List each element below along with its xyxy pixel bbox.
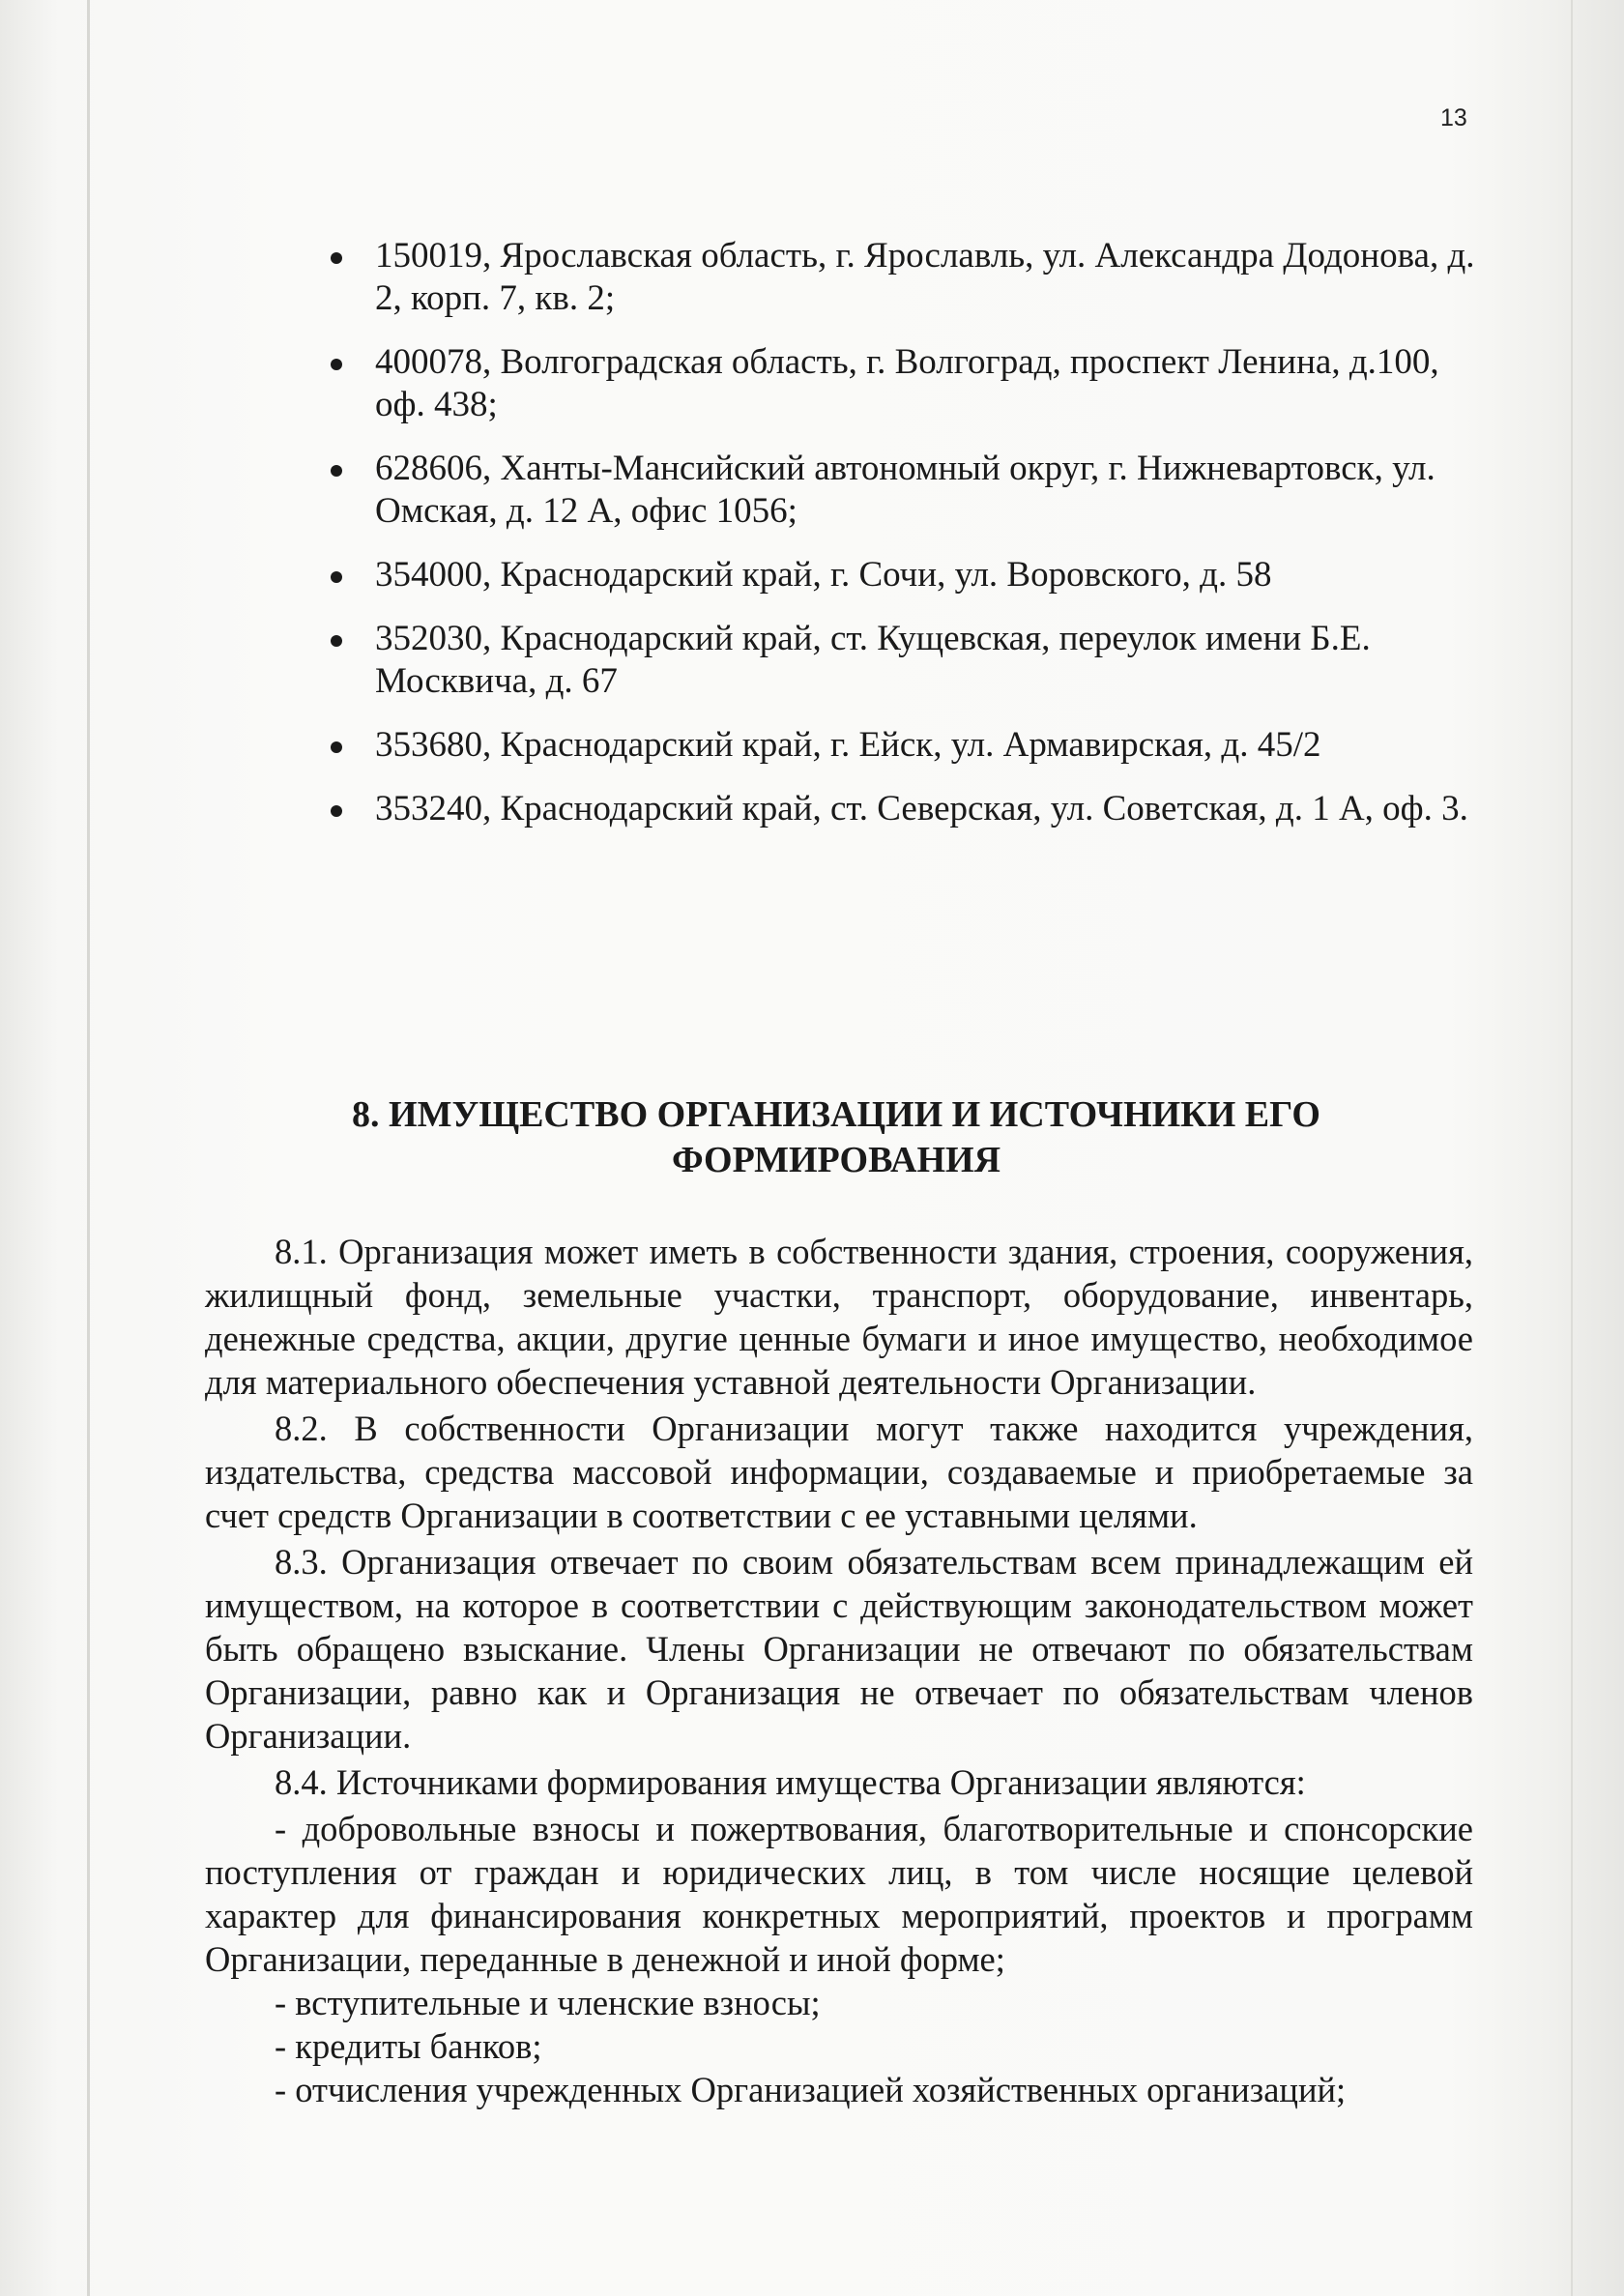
bullet-icon [331,359,342,370]
source-item: - кредиты банков; [275,2026,542,2066]
address-text: 150019, Ярославская область, г. Ярославль, ул. Александра Додонова, д. 2, корп. 7, кв. 2; [375,236,1475,318]
bullet-icon [331,741,342,753]
source-item: - отчисления учрежденных Организацией хозяйственных организаций; [275,2070,1347,2109]
list-item [309,554,1489,596]
bullet-icon [331,635,342,647]
page-left-edge [87,0,90,2296]
paragraph-8-3: 8.3. Организация отвечает по своим обязательствам всем принадлежащим ей имуществом, на которое в соответствии с действующим законодательством может быть обращено взыскание. Члены Организации не отвечают по обязательствам Организации, равно как и Организация не отвечает по обязательствам членов Организации. [205,1542,1473,1756]
address-text: 400078, Волгоградская область, г. Волгоград, проспект Ленина, д.100, оф. 438; [375,342,1439,424]
section-title-line-1: 8. ИМУЩЕСТВО ОРГАНИЗАЦИИ И ИСТОЧНИКИ ЕГО [352,1094,1320,1135]
address-list [309,235,1489,852]
section-body [205,1230,1473,2111]
list-item [309,788,1489,830]
address-text: 353680, Краснодарский край, г. Ейск, ул. Армавирская, д. 45/2 [375,725,1321,765]
list-item [309,724,1489,767]
paragraph-8-1: 8.1. Организация может иметь в собственности здания, строения, сооружения, жилищный фонд, земельные участки, транспорт, оборудование, инвентарь, денежные средства, акции, другие ценные бумаги и иное имущество, необходимое для материального обеспечения уставной деятельности Организации. [205,1232,1473,1402]
list-item [309,341,1489,426]
source-item: - добровольные взносы и пожертвования, благотворительные и спонсорские поступления от граждан и юридических лиц, в том числе носящие целевой характер для финансирования конкретных мероприятий, проектов и программ Организации, переданные в денежной и иной форме; [205,1809,1473,1979]
bullet-icon [331,465,342,477]
paragraph-8-4: 8.4. Источниками формирования имущества Организации являются: [275,1762,1306,1802]
section-title [203,1092,1469,1183]
page-number: 13 [1440,104,1467,131]
address-text: 352030, Краснодарский край, ст. Кущевская, переулок имени Б.Е. Москвича, д. 67 [375,619,1371,701]
bullet-icon [331,571,342,583]
address-text: 353240, Краснодарский край, ст. Северская, ул. Советская, д. 1 А, оф. 3. [375,789,1468,828]
page-right-edge [1571,0,1573,2296]
paragraph-8-2: 8.2. В собственности Организации могут также находится учреждения, издательства, средства массовой информации, создаваемые и приобретаемые за счет средств Организации в соответствии с ее уставными целями. [205,1409,1473,1535]
section-title-line-2: ФОРМИРОВАНИЯ [671,1140,1001,1180]
list-item [309,235,1489,320]
list-item [309,448,1489,533]
list-item [309,618,1489,703]
bullet-icon [331,252,342,264]
bullet-icon [331,805,342,817]
address-text: 354000, Краснодарский край, г. Сочи, ул. Воровского, д. 58 [375,555,1272,595]
address-text: 628606, Ханты-Мансийский автономный округ, г. Нижневартовск, ул. Омская, д. 12 А, офис 1056; [375,449,1436,531]
source-item: - вступительные и членские взносы; [275,1983,821,2022]
